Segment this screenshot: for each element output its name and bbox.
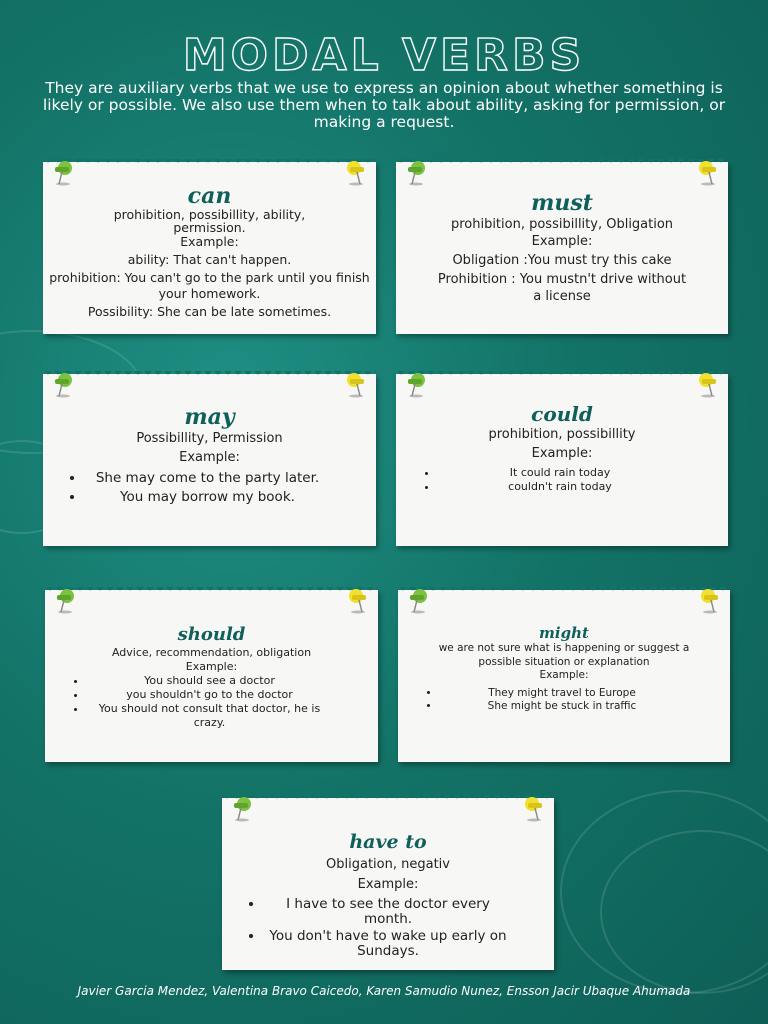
yellow-pushpin-icon: [520, 796, 546, 822]
yellow-pushpin-icon: [342, 160, 368, 186]
list-item: • couldn't rain today: [438, 480, 682, 494]
card-line: Obligation :You must try this cake: [452, 253, 672, 268]
card-heading: may: [184, 404, 235, 430]
card-must: [396, 162, 728, 334]
green-pushpin-icon: [230, 796, 256, 822]
card-line: Possibility: She can be late sometimes.: [87, 304, 332, 319]
card-may: [43, 374, 376, 546]
card-heading: have to: [349, 831, 427, 853]
list-item: • It could rain today: [438, 466, 682, 480]
card-line: Example:: [531, 234, 593, 249]
card-line: Possibillity, Permission: [136, 431, 283, 446]
intro-text: They are auxiliary verbs that we use to express an opinion about whether something is likely or possible. We also use them when to talk about ability, asking for permission, or making a request.: [42, 79, 726, 131]
list-item: • They might travel to Europe: [440, 687, 684, 701]
card-line: prohibition, possibillity, ability, permission.: [113, 207, 306, 235]
card-line: prohibition, possibillity, Obligation: [450, 217, 674, 232]
list-item: • I have to see the doctor every month.: [264, 897, 512, 927]
card-line: Example:: [179, 450, 240, 465]
card-line: Example:: [185, 660, 238, 673]
yellow-pushpin-icon: [696, 588, 722, 614]
green-pushpin-icon: [404, 160, 430, 186]
green-pushpin-icon: [51, 372, 77, 398]
card-heading: can: [187, 183, 232, 209]
card-line: prohibition, possibillity: [488, 427, 636, 442]
card-line: ability: That can't happen.: [127, 252, 292, 267]
card-can: [43, 162, 376, 334]
card-line: prohibition: You can't go to the park until you finish your homework.: [49, 270, 370, 301]
card-heading: might: [539, 624, 589, 642]
card-heading: must: [531, 190, 593, 216]
yellow-pushpin-icon: [344, 588, 370, 614]
list-item: • You may borrow my book.: [85, 489, 330, 506]
card-line: Prohibition : You mustn't drive without a license: [437, 272, 687, 304]
yellow-pushpin-icon: [342, 372, 368, 398]
green-pushpin-icon: [404, 372, 430, 398]
card-have-to: [222, 798, 554, 970]
card-could: [396, 374, 728, 546]
green-pushpin-icon: [406, 588, 432, 614]
card-heading: should: [177, 624, 246, 645]
card-might: [398, 590, 730, 762]
list-item: • you shouldn't go to the doctor: [87, 688, 332, 702]
card-line: Example:: [539, 669, 589, 681]
card-line: we are not sure what is happening or suggest a possible situation or explanation: [438, 642, 690, 668]
list-item: • She may come to the party later.: [85, 470, 330, 487]
list-item: • You should not consult that doctor, he is crazy.: [87, 702, 332, 730]
page-title: MODAL VERBS: [182, 30, 586, 81]
green-pushpin-icon: [53, 588, 79, 614]
card-should: [45, 590, 378, 762]
list-item: • She might be stuck in traffic: [440, 700, 684, 714]
card-heading: could: [531, 402, 593, 426]
card-line: Example:: [531, 446, 593, 461]
list-item: • You don't have to wake up early on Sundays.: [264, 929, 512, 959]
card-line: Example:: [357, 877, 419, 892]
list-item: • You should see a doctor: [87, 674, 332, 688]
authors-credit: Javier Garcia Mendez, Valentina Bravo Caicedo, Karen Samudio Nunez, Ensson Jacir Ubaque Ahumada: [77, 984, 691, 998]
card-line: Obligation, negativ: [326, 857, 450, 872]
yellow-pushpin-icon: [694, 372, 720, 398]
card-line: Example:: [180, 234, 239, 249]
yellow-pushpin-icon: [694, 160, 720, 186]
green-pushpin-icon: [51, 160, 77, 186]
card-line: Advice, recommendation, obligation: [111, 646, 312, 659]
